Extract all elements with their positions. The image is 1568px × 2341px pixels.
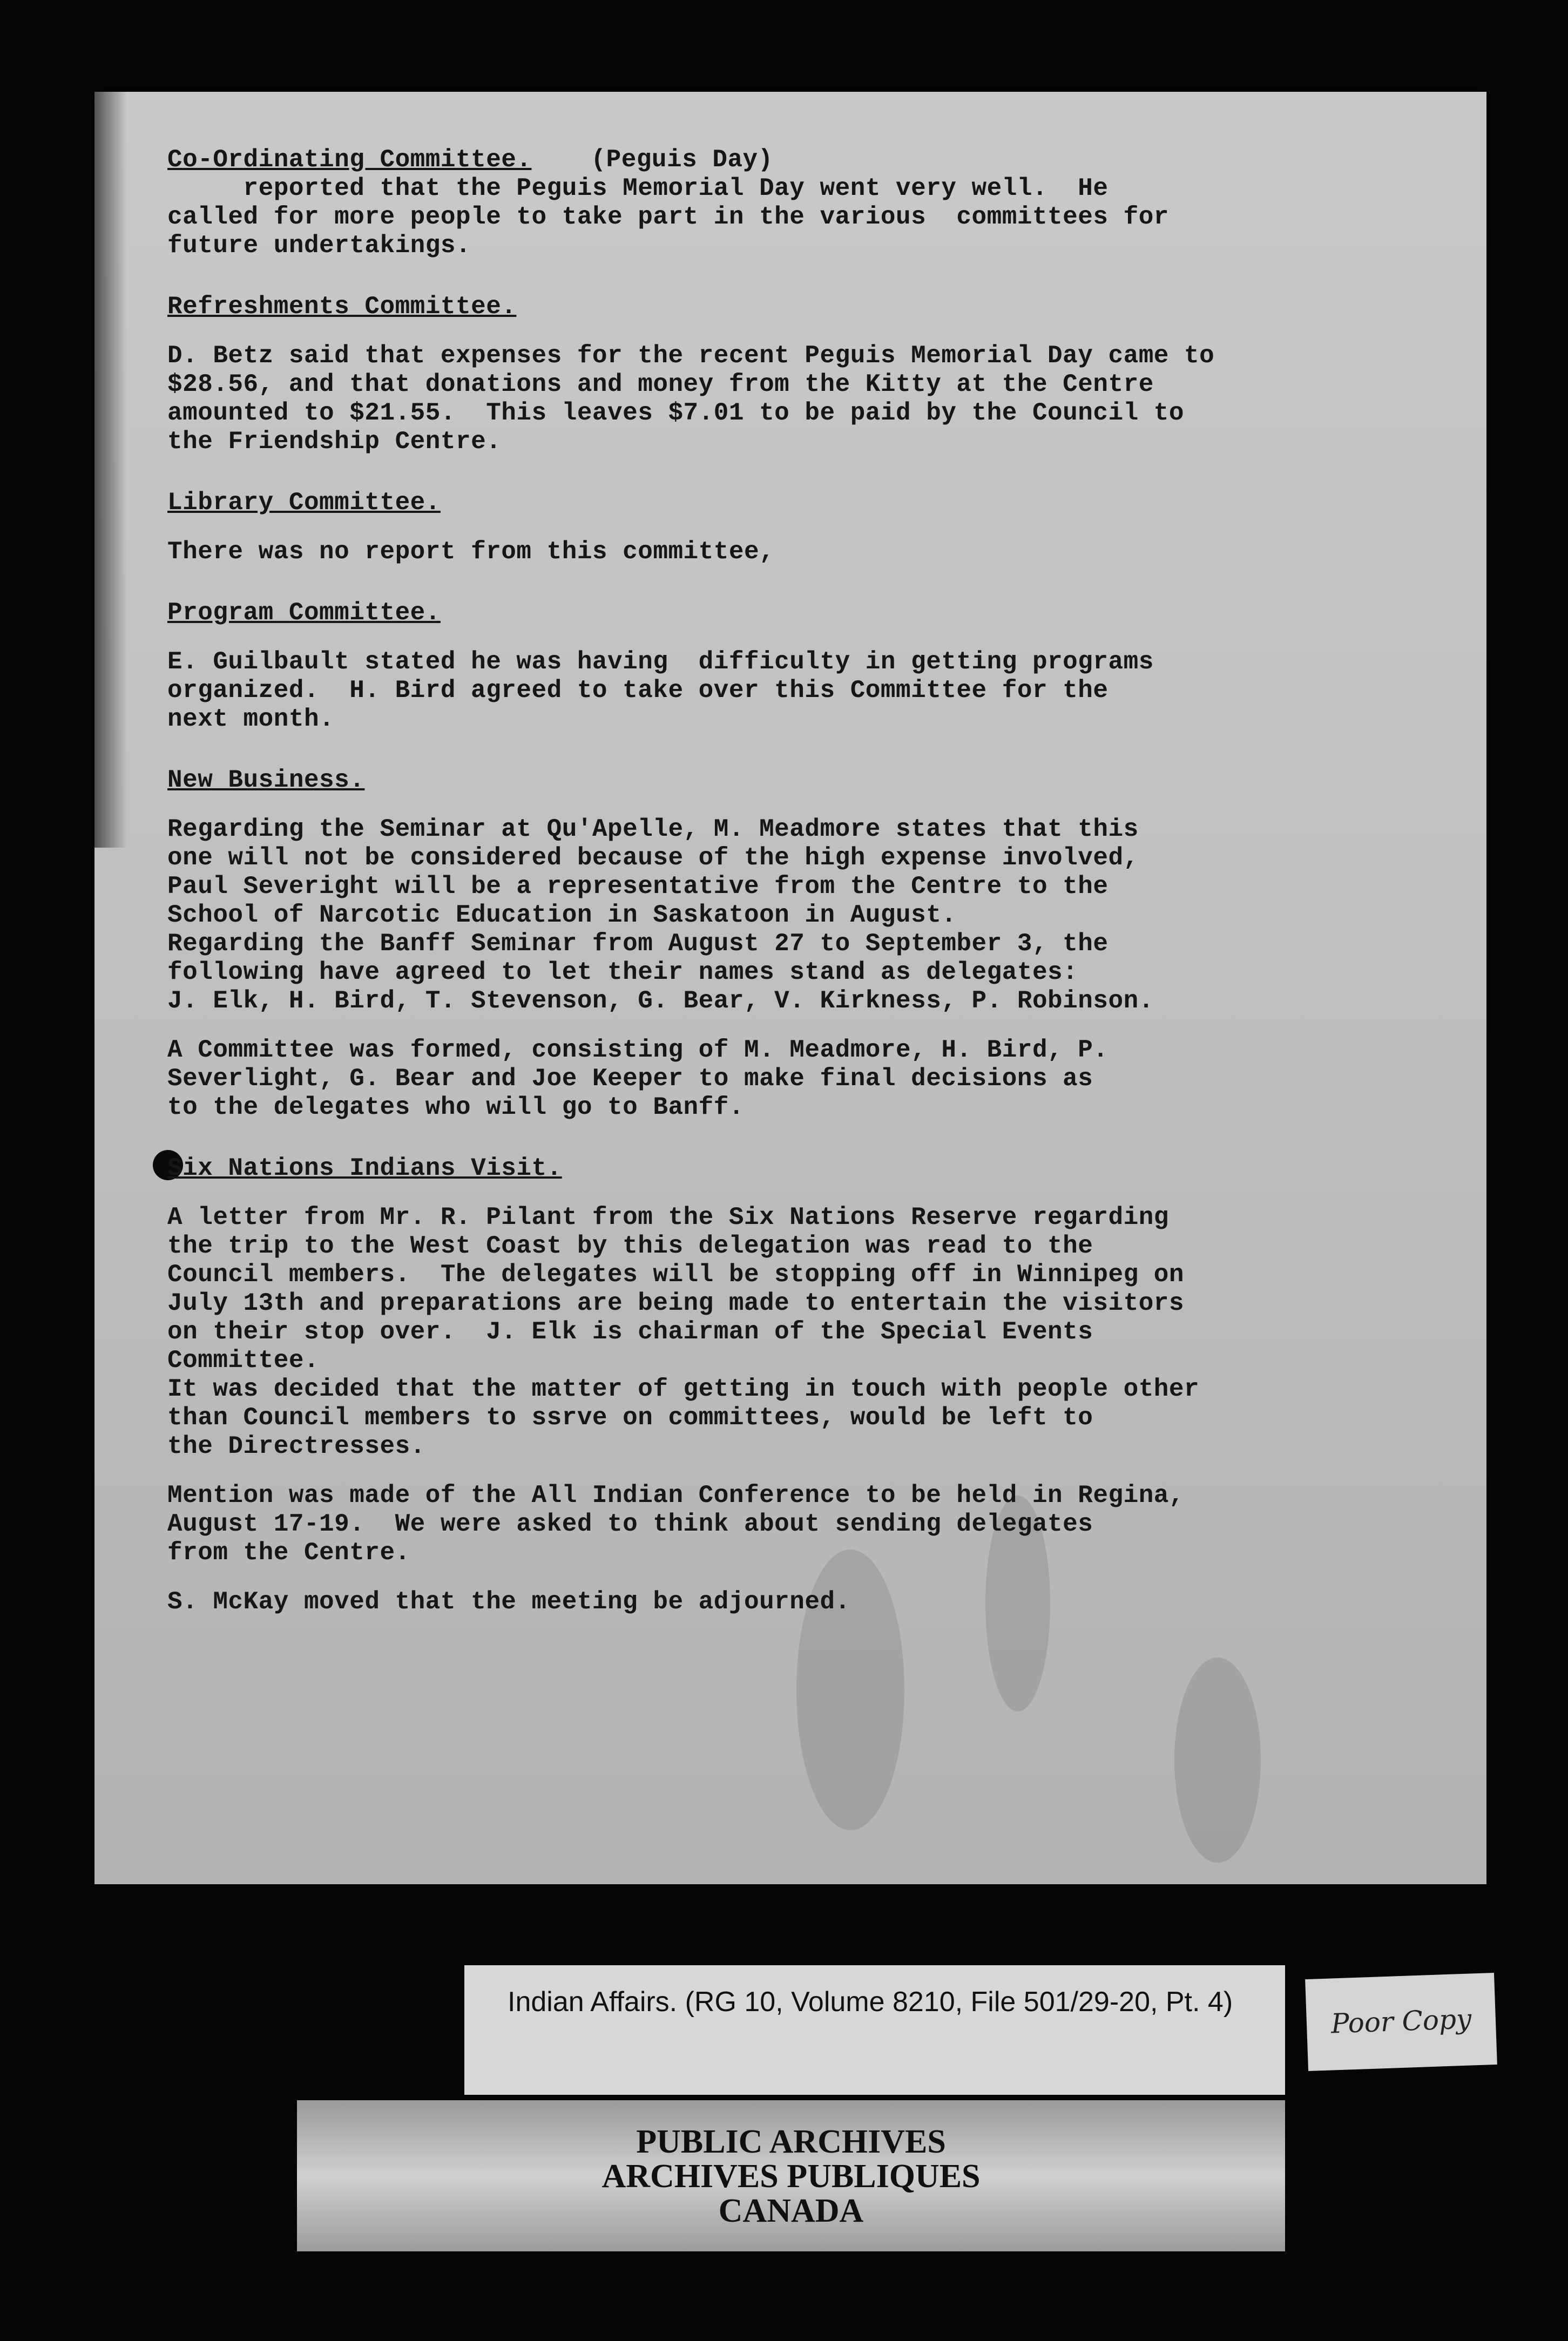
section-heading-refreshments: Refreshments Committee.: [167, 293, 517, 321]
paragraph-line: on their stop over. J. Elk is chairman of the Special Events: [167, 1318, 1093, 1346]
stain-mark: [1174, 1657, 1261, 1863]
paragraph-line: reported that the Peguis Memorial Day went very well. He: [167, 174, 1109, 202]
archive-reference-label: [464, 1965, 1285, 2095]
paragraph-line: amounted to $21.55. This leaves $7.01 to be paid by the Council to: [167, 399, 1185, 427]
handwritten-note-card: [1305, 1973, 1497, 2071]
edge-smudge: [94, 92, 127, 848]
paragraph-line: J. Elk, H. Bird, T. Stevenson, G. Bear, V. Kirkness, P. Robinson.: [167, 987, 1154, 1015]
paragraph-line: Mention was made of the All Indian Conference to be held in Regina,: [167, 1481, 1185, 1510]
paragraph-line: Paul Severight will be a representative from the Centre to the: [167, 872, 1109, 901]
paragraph-line: E. Guilbault stated he was having difficulty in getting programs: [167, 648, 1154, 676]
paragraph-line: It was decided that the matter of getting in touch with people other: [167, 1375, 1200, 1403]
paragraph-line: from the Centre.: [167, 1539, 410, 1567]
paragraph-line: July 13th and preparations are being made to entertain the visitors: [167, 1289, 1185, 1317]
paragraph-line: than Council members to ssrve on committees, would be left to: [167, 1404, 1093, 1432]
paragraph-line: to the delegates who will go to Banff.: [167, 1093, 744, 1121]
section-heading-new-business: New Business.: [167, 766, 365, 794]
section-heading-six-nations: Six Nations Indians Visit.: [167, 1154, 562, 1182]
paragraph-line: S. McKay moved that the meeting be adjourned.: [167, 1588, 850, 1616]
paragraph-line: Regarding the Banff Seminar from August 27 to September 3, the: [167, 930, 1109, 958]
paragraph-line: the trip to the West Coast by this delegation was read to the: [167, 1232, 1093, 1260]
paragraph-line: following have agreed to let their names stand as delegates:: [167, 958, 1078, 986]
stamp-line-3: CANADA: [718, 2193, 864, 2229]
paragraph-line: the Friendship Centre.: [167, 428, 502, 456]
paragraph-line: Severlight, G. Bear and Joe Keeper to make final decisions as: [167, 1065, 1093, 1093]
coordinating-heading-row: [167, 146, 1452, 174]
minutes-text: [167, 146, 1452, 1616]
paragraph-line: future undertakings.: [167, 232, 471, 260]
paragraph-line: Committee.: [167, 1347, 320, 1375]
paragraph-line: Regarding the Seminar at Qu'Apelle, M. Meadmore states that this: [167, 815, 1139, 843]
paragraph-line: one will not be considered because of the high expense involved,: [167, 844, 1139, 872]
section-subtitle: (Peguis Day): [591, 146, 773, 174]
paragraph-line: A Committee was formed, consisting of M. Meadmore, H. Bird, P.: [167, 1036, 1109, 1064]
paragraph-line: the Directresses.: [167, 1432, 425, 1460]
paragraph-line: A letter from Mr. R. Pilant from the Six Nations Reserve regarding: [167, 1203, 1169, 1232]
paragraph-line: Council members. The delegates will be stopping off in Winnipeg on: [167, 1261, 1185, 1289]
paragraph-line: next month.: [167, 705, 335, 733]
paragraph-line: D. Betz said that expenses for the recent Peguis Memorial Day came to: [167, 342, 1215, 370]
section-heading-program: Program Committee.: [167, 599, 441, 627]
archive-reference-text: Indian Affairs. (RG 10, Volume 8210, File 501/29-20, Pt. 4): [508, 1986, 1233, 2018]
handwritten-note-text: Poor Copy: [1330, 2003, 1472, 2040]
stamp-line-2: ARCHIVES PUBLIQUES: [601, 2158, 981, 2195]
stamp-line-1: PUBLIC ARCHIVES: [636, 2123, 946, 2160]
paragraph-line: August 17-19. We were asked to think about sending delegates: [167, 1510, 1093, 1538]
section-heading-library: Library Committee.: [167, 489, 441, 517]
section-heading-coordinating: Co-Ordinating Committee.: [167, 146, 532, 174]
paragraph-line: $28.56, and that donations and money from the Kitty at the Centre: [167, 370, 1154, 398]
archive-stamp: [297, 2100, 1285, 2251]
paragraph-line: called for more people to take part in the various committees for: [167, 203, 1169, 231]
paragraph-line: There was no report from this committee,: [167, 538, 775, 566]
paragraph-line: School of Narcotic Education in Saskatoon in August.: [167, 901, 957, 929]
paragraph-line: organized. H. Bird agreed to take over this Committee for the: [167, 676, 1109, 705]
